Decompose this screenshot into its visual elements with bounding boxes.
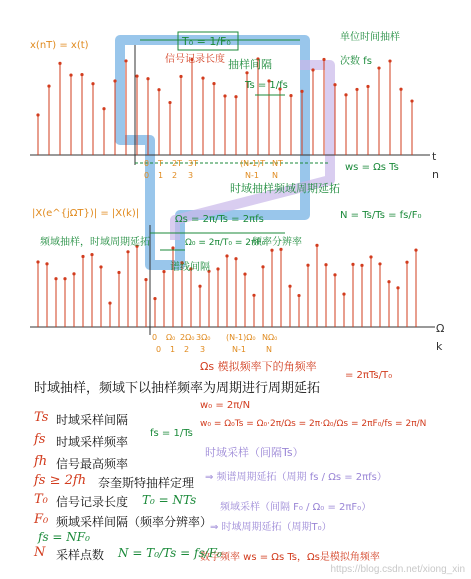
stem-head [315,244,318,247]
periodic-note: ⇒ 频谱周期延拓（周期 fs / Ωs = 2πfs） [205,472,387,483]
stem-head [333,83,336,86]
tick-label: T [158,159,163,168]
tick-label: 3 [188,171,194,180]
tick-label: (N-1)Ω₀ [226,333,256,342]
stem-head [63,277,66,280]
stem-head [355,88,358,91]
legend-text-fh: 信号最高频率 [56,457,129,471]
legend-symbol-n: N [34,545,46,560]
top-ticks-n [144,171,278,180]
stem-head [414,249,417,252]
stem-head [168,101,171,104]
period-label: T₀ = 1/F₀ [182,35,231,48]
ts-label: Ts = 1/fs [245,80,288,91]
stem-head [179,75,182,78]
legend-symbol-t0: T₀ [34,492,48,507]
legend-symbol-nyquist: fs ≥ 2fh [34,473,87,488]
stem-head [146,77,149,80]
legend-text-n: 采样点数 [56,548,105,562]
stem-head [69,74,72,77]
stem-head [108,301,111,304]
stem-head [369,255,372,258]
stem-head [135,75,138,78]
stem-head [225,254,228,257]
n-relation-label: N = Ts/Ts = fs/F₀ [340,210,422,221]
record-length-label: 信号记录长度 [165,54,225,65]
bottom-ticks-k [156,345,272,354]
tick-label: 0 [156,345,162,354]
tick-label: (N-1)T [240,159,266,168]
stem-head [410,99,413,102]
stem-head [234,257,237,260]
tick-label: N-1 [232,345,246,354]
legend-symbol-fh: fh [34,454,48,469]
stem-head [366,85,369,88]
tick-label: Ω₀ [166,333,176,342]
stem-head [45,262,48,265]
tick-label: 2Ω₀ [180,333,195,342]
omega-ratio-label: = 2πTs/T₀ [345,370,393,381]
top-stem-group [36,57,413,155]
stem-head [36,260,39,263]
top-ticks-t [144,159,283,168]
stem-head [102,107,105,110]
stem-head [279,248,282,251]
stem-head [377,66,380,69]
spectral-interval-label: 谱线间隔 [170,262,210,273]
tick-label: 2T [172,159,182,168]
tick-label: 1 [170,345,176,354]
tick-label: N [272,171,278,180]
omega-0-label: Ω₀ = 2π/T₀ = 2πF₀ [185,238,266,248]
freq-sampling-note: 频域抽样，时域周期延拓 [40,237,150,248]
legend-text-ts: 时域采样间隔 [56,413,129,427]
tick-label: 0 [152,333,158,342]
analog-omega-label: Ωs 模拟频率下的角频率 [200,360,317,373]
stem-head [117,271,120,274]
legend-symbol-fs: fs [34,432,46,447]
tick-label: 2 [184,345,190,354]
w0-equation: w₀ = Ω₀Ts = Ω₀·2π/Ωs = 2π·Ω₀/Ωs = 2πF₀/fs = 2π/N [200,419,427,429]
stem-head [405,261,408,264]
stem-head [300,90,303,93]
freq-resolution-label: 频率分辨率 [252,237,302,248]
tick-label: 3T [188,159,198,168]
w0-label: w₀ = 2π/N [200,400,251,411]
fs-relation: fs = 1/Ts [150,428,193,439]
stem-head [311,68,314,71]
stem-head [201,76,204,79]
stem-head [288,285,291,288]
time-periodic-note: ⇒ 时域周期延拓（周期T₀） [210,522,332,533]
stem-head [342,292,345,295]
tick-label: NΩ₀ [262,333,278,342]
periodic-extension-label: 时域抽样频域周期延拓 [230,182,340,195]
tick-label: 3Ω₀ [196,333,211,342]
magnitude-label: |X(e^{jΩT})| = |X(k)| [32,208,140,219]
legend-text-t0: 信号记录长度 [56,495,129,509]
bottom-ticks-omega [152,333,277,342]
time-sampling-note: 时域采样（间隔Ts） [205,446,304,459]
stem-head [234,95,237,98]
stem-head [344,93,347,96]
stem-head [212,82,215,85]
stem-head [243,273,246,276]
stem-head [297,294,300,297]
stem-head [360,264,363,267]
stem-head [252,294,255,297]
stem-head [223,94,226,97]
stem-head [399,88,402,91]
stem-head [261,265,264,268]
stem-head [378,262,381,265]
stem-head [81,255,84,258]
legend-extra-t0: T₀ = NTs [142,493,197,507]
axis-t-label: t [432,150,437,163]
stem-head [124,59,127,62]
stem-head [54,277,57,280]
axis-n-label: n [432,168,439,181]
stem-head [396,286,399,289]
stem-head [245,71,248,74]
stem-head [351,263,354,266]
sample-interval-label: 抽样间隔 [228,58,272,71]
watermark: https://blog.csdn.net/xiong_xin [330,564,465,575]
stem-head [306,264,309,267]
tick-label: 0 [144,171,150,180]
bottom-stem-group [36,244,417,327]
axis-k-label: k [436,340,443,353]
tick-label: 3 [200,345,206,354]
legend-symbol-f0: F₀ [34,512,49,527]
stem-head [333,273,336,276]
stem-head [36,113,39,116]
tick-label: N-1 [245,171,259,180]
tick-label: N [266,345,272,354]
stem-head [289,94,292,97]
stem-head [216,267,219,270]
tick-label: 0 [144,159,150,168]
count-label: 次数 fs [340,56,372,67]
stem-head [72,272,75,275]
axis-omega-label: Ω [436,322,445,335]
legend-text-fs: 时域采样频率 [56,435,129,449]
unit-time-label: 单位时间抽样 [340,32,400,43]
stem-head [47,84,50,87]
stem-head [387,280,390,283]
stem-head [113,79,116,82]
legend-extra-fs: fs = NF₀ [38,530,90,544]
stem-head [126,250,129,253]
stem-head [171,246,174,249]
main-statement: 时域抽样，频域下以抽样频率为周期进行周期延拓 [34,380,321,395]
stem-head [162,270,165,273]
stem-head [99,265,102,268]
ws-label: ws = Ωs Ts [345,162,399,173]
stem-head [153,297,156,300]
stem-head [58,62,61,65]
stem-head [144,278,147,281]
digital-freq-note: 数字频率 ws = Ωs Ts，Ωs是模拟角频率 [200,552,380,563]
stem-head [322,58,325,61]
stem-head [388,59,391,62]
legend-text-nyquist: 奈奎斯特抽样定理 [98,476,195,490]
omega-s-label: Ωs = 2π/Ts = 2πfs [175,214,264,225]
tick-label: 2 [172,171,178,180]
stem-head [90,253,93,256]
legend-symbol-ts: Ts [34,410,49,425]
legend-text-f0: 频域采样间隔（频率分辨率） [56,515,213,529]
freq-sampling-right-note: 频域采样（间隔 F₀ / Ω₀ = 2πF₀） [220,502,372,513]
top-plot-title: x(nT) = x(t) [30,40,89,51]
stem-head [270,249,273,252]
stem-head [80,73,83,76]
legend-extra-n: N = T₀/Ts = fs/F₀ [118,546,222,560]
tick-label: NT [272,159,283,168]
stem-head [198,285,201,288]
stem-head [324,263,327,266]
tick-label: 1 [158,171,164,180]
stem-head [157,88,160,91]
stem-head [91,82,94,85]
